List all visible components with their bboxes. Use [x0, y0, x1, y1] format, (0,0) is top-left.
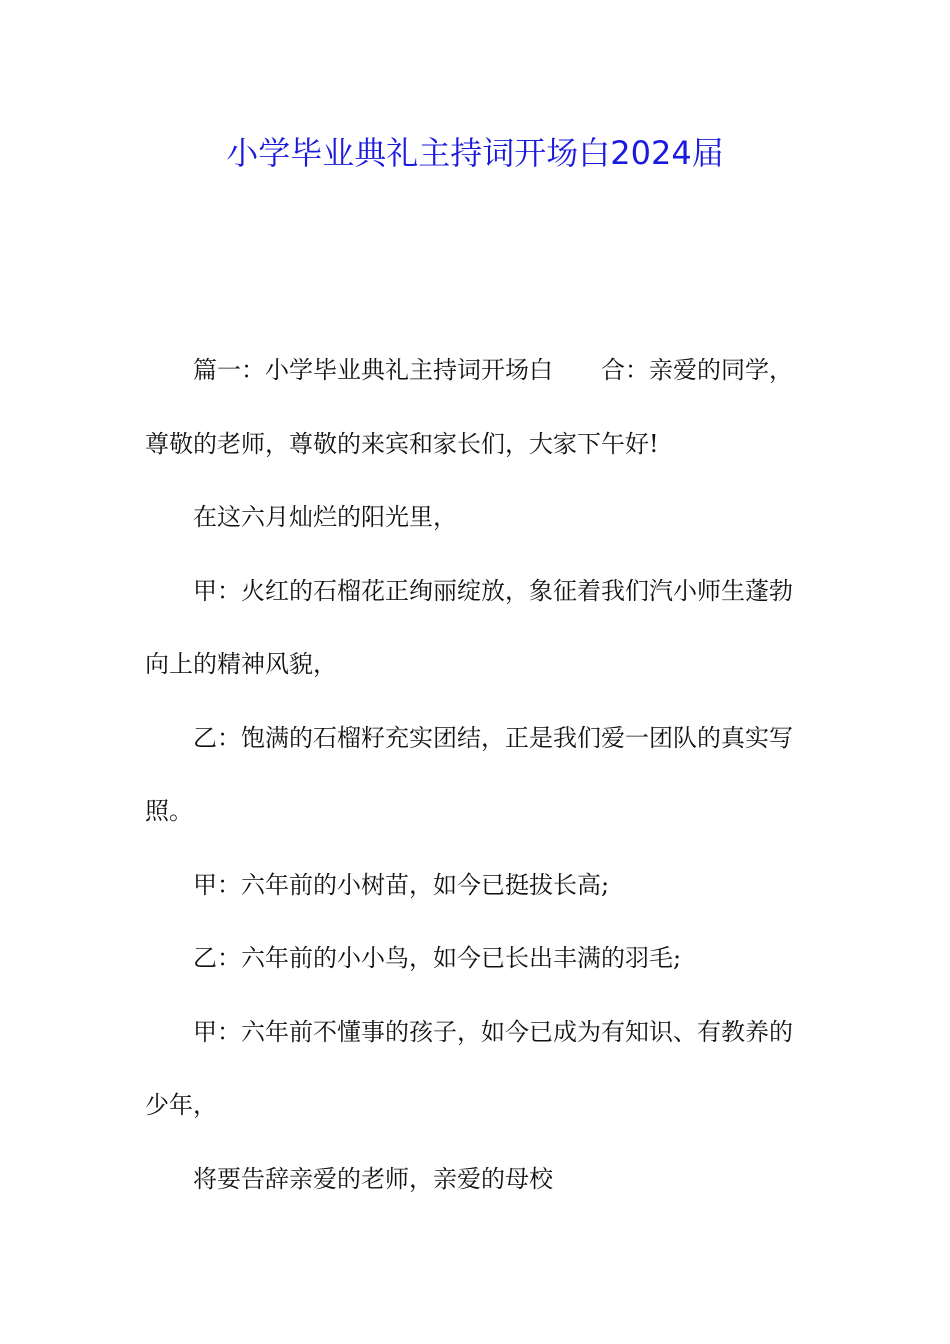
- paragraph: 将要告辞亲爱的老师，亲爱的母校: [193, 1164, 553, 1193]
- paragraph: 甲：六年前的小树苗，如今已挺拔长高;: [193, 870, 610, 899]
- paragraph: 乙：饱满的石榴籽充实团结，正是我们爱一团队的真实写照。: [145, 723, 793, 825]
- document-body: [145, 334, 807, 1216]
- paragraph: 在这六月灿烂的阳光里，: [193, 503, 457, 531]
- document-title: 小学毕业典礼主持词开场白2024届: [226, 134, 724, 172]
- paragraph: 篇一：小学毕业典礼主持词开场白 合：亲爱的同学，尊敬的老师，尊敬的来宾和家长们，大家下午好!: [145, 356, 793, 458]
- paragraph: 乙：六年前的小小鸟，如今已长出丰满的羽毛;: [193, 944, 682, 972]
- paragraph: 甲：六年前不懂事的孩子，如今已成为有知识、有教养的少年，: [145, 1017, 793, 1119]
- paragraph: 甲：火红的石榴花正绚丽绽放，象征着我们汽小师生蓬勃向上的精神风貌，: [145, 576, 793, 678]
